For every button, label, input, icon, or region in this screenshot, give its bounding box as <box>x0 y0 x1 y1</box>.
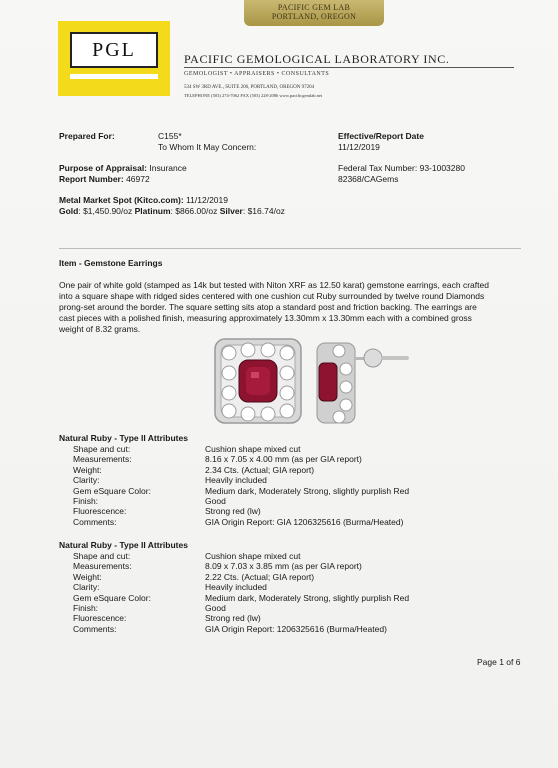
attribute-value: 8.09 x 7.03 x 3.85 mm (as per GIA report) <box>205 561 362 572</box>
silver-price: : $16.74/oz <box>242 206 285 216</box>
seal-line-2: PORTLAND, OREGON <box>271 12 357 21</box>
attribute-value: Strong red (lw) <box>205 613 261 624</box>
purpose-label: Purpose of Appraisal: <box>59 163 148 173</box>
attribute-value: Medium dark, Moderately Strong, slightly purplish Red <box>205 485 410 496</box>
metal-label: Metal Market Spot (Kitco.com): <box>59 195 184 205</box>
attribute-label: Finish: <box>73 496 99 506</box>
description-line: weight of 8.32 grams. <box>59 324 141 334</box>
attribute-label: Clarity: <box>73 582 100 593</box>
attribute-value: 8.16 x 7.05 x 4.00 mm (as per GIA report) <box>205 454 362 465</box>
report-value: 46972 <box>126 174 150 184</box>
report-label: Report Number: <box>59 174 124 184</box>
purpose-line <box>59 163 187 173</box>
attribute-label: Shape and cut: <box>73 444 131 454</box>
attribute-value: Strong red (lw) <box>205 506 261 517</box>
attribute-label: Shape and cut: <box>73 551 131 561</box>
attribute-value: Medium dark, Moderately Strong, slightly purplish Red <box>205 592 410 603</box>
silver-label: Silver <box>219 206 243 216</box>
earring-front <box>215 339 301 423</box>
logo-text: PGL <box>70 32 158 68</box>
seal-line-1: PACIFIC GEM LAB <box>277 3 351 12</box>
prepared-value-2: To Whom It May Concern: <box>158 142 257 152</box>
earrings-photo <box>213 337 411 427</box>
attribute-label: Fluorescence: <box>73 506 127 517</box>
description-line: One pair of white gold (stamped as 14k but tested with Niton XRF as 12.50 karat) gemstone earrings, each crafted <box>59 280 489 290</box>
attribute-label: Comments: <box>73 623 117 634</box>
attribute-label: Weight: <box>73 571 102 582</box>
item-description <box>59 280 521 335</box>
prepared-label: Prepared For: <box>59 131 115 141</box>
ruby-1-title: Natural Ruby - Type II Attributes <box>59 433 188 443</box>
attribute-label: Weight: <box>73 464 102 475</box>
effective-value: 11/12/2019 <box>338 142 380 152</box>
attribute-value: 2.34 Cts. (Actual; GIA report) <box>205 464 315 475</box>
attribute-label: Fluorescence: <box>73 613 127 624</box>
gold-label: Gold <box>59 206 79 216</box>
platinum-label: Platinum <box>134 206 171 216</box>
platinum-price: : $866.00/oz <box>170 206 218 216</box>
attribute-value: Heavily included <box>205 582 267 593</box>
tax-value: 93-1003280 <box>419 163 465 173</box>
section-divider <box>59 248 521 249</box>
page-number: Page 1 of 6 <box>477 657 521 667</box>
earring-side <box>317 343 409 423</box>
effective-label: Effective/Report Date <box>338 131 424 141</box>
attribute-value: Cushion shape mixed cut <box>205 551 301 561</box>
attribute-label: Finish: <box>73 603 99 613</box>
description-line: cast pieces with a polished finish, measuring approximately 13.30mm x 13.30mm each with a combined gross <box>59 313 472 323</box>
attribute-value: GIA Origin Report: 1206325616 (Burma/Heated) <box>205 623 387 634</box>
purpose-value: Insurance <box>149 163 187 173</box>
company-phone: TELEPHONE (503) 274-7062 FAX (503) 228-2086 www.pacificgemlab.net <box>184 93 323 98</box>
gold-price: : $1,450.90/oz <box>78 206 133 216</box>
company-address: 534 SW 3RD AVE., SUITE 206, PORTLAND, OREGON 97204 <box>184 85 315 90</box>
lab-seal <box>244 0 384 26</box>
metal-date: 11/12/2019 <box>186 195 228 205</box>
item-title: Item - Gemstone Earrings <box>59 258 163 268</box>
attribute-value: GIA Origin Report: GIA 1206325616 (Burma/Heated) <box>205 516 404 527</box>
tax-line <box>338 163 465 173</box>
ruby-2-title: Natural Ruby - Type II Attributes <box>59 540 188 550</box>
company-tagline: GEMOLOGIST • APPRAISERS • CONSULTANTS <box>184 71 330 77</box>
attribute-value: Heavily included <box>205 475 267 486</box>
attribute-value: Good <box>205 496 226 506</box>
logo-bar <box>70 74 158 79</box>
prepared-value: C155* <box>158 131 182 141</box>
attribute-label: Comments: <box>73 516 117 527</box>
metal-line <box>59 195 228 205</box>
header-divider <box>184 67 514 68</box>
tax-code: 82368/CAGems <box>338 174 399 184</box>
attribute-label: Gem eSquare Color: <box>73 592 151 603</box>
tax-label: Federal Tax Number: <box>338 163 418 173</box>
attribute-label: Clarity: <box>73 475 100 486</box>
description-line: into a square shape with ridged sides centered with one cushion cut Ruby surrounded by twelve round Diamonds <box>59 291 485 301</box>
attribute-value: Good <box>205 603 226 613</box>
attribute-label: Measurements: <box>73 454 132 465</box>
attribute-label: Measurements: <box>73 561 132 572</box>
description-line: prong-set around the border. The square setting sits atop a standard post and friction backing. The earrings are <box>59 302 477 312</box>
attribute-value: Cushion shape mixed cut <box>205 444 301 454</box>
report-line <box>59 174 150 184</box>
pgl-logo <box>58 21 170 96</box>
metal-prices <box>59 206 285 216</box>
attribute-value: 2.22 Cts. (Actual; GIA report) <box>205 571 315 582</box>
attribute-label: Gem eSquare Color: <box>73 485 151 496</box>
company-name: PACIFIC GEMOLOGICAL LABORATORY INC. <box>184 52 450 66</box>
